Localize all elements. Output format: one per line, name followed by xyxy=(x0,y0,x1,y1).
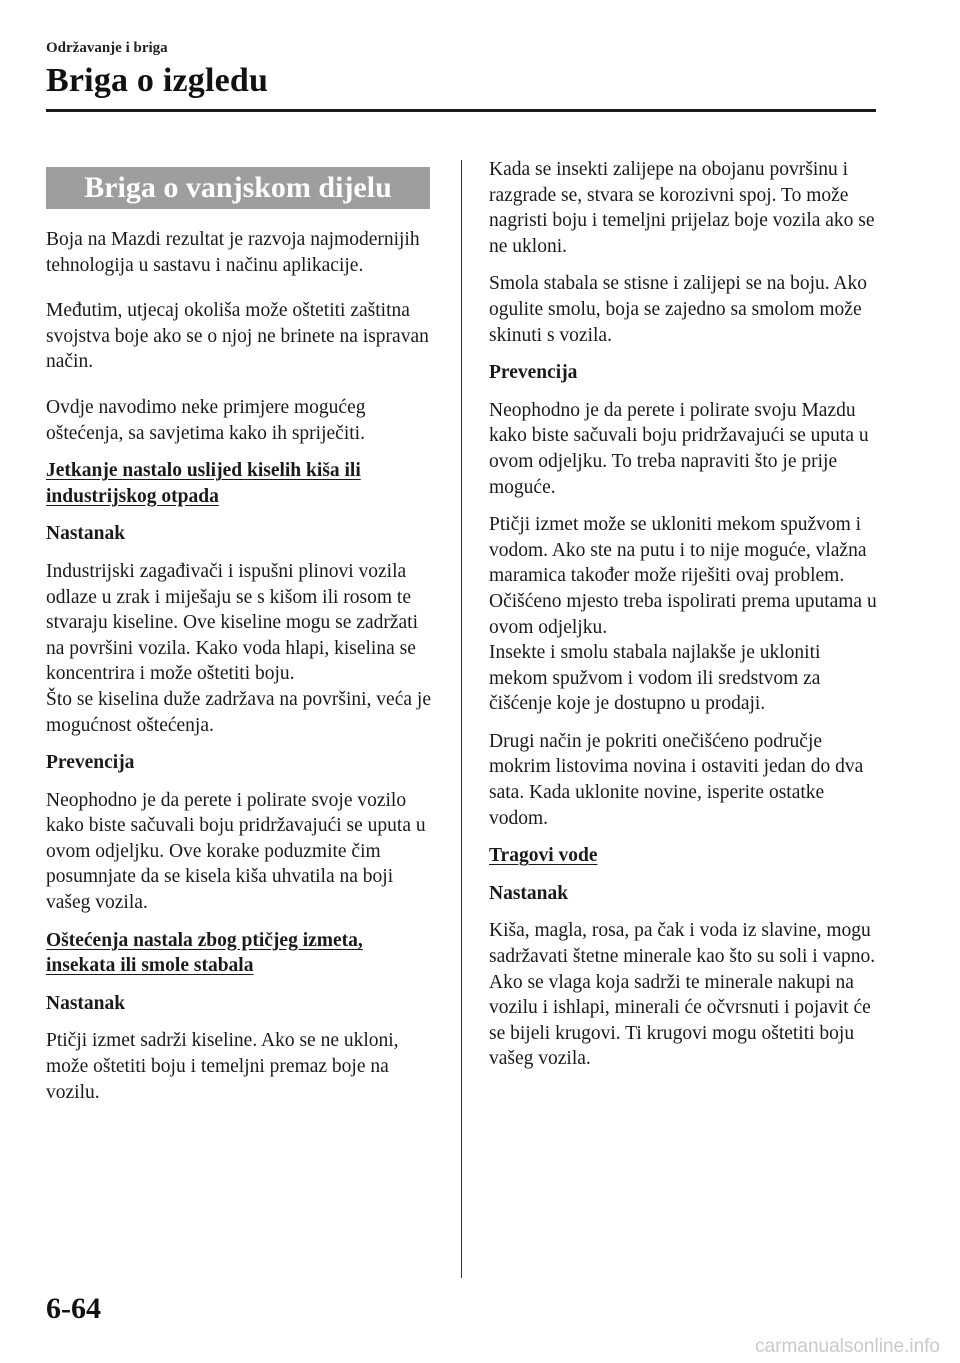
acid-rain-heading xyxy=(46,458,436,509)
body-paragraph: Ptičji izmet može se ukloniti mekom spužvom i vodom. Ako ste na putu i to nije moguće, vlažna maramica također može riješiti ovaj problem. Očišćeno mjesto treba ispolirati prema uputama u ovom odjeljku. xyxy=(489,514,877,638)
header-divider xyxy=(46,109,876,112)
prevention-heading: Prevencija xyxy=(489,362,578,384)
body-paragraph: Kiša, magla, rosa, pa čak i voda iz slavine, mogu sadržavati štetne minerale kao što su soli i vapno. Ako se vlaga koja sadrži te minerale nakupi na vozilu i ishlapi, minerali će očvrsnuti i pojavit će se bijeli krugovi. Ti krugovi mogu oštetiti boju vašeg vozila. xyxy=(489,920,876,1070)
body-paragraph: Što se kiselina duže zadržava na površini, veća je mogućnost oštećenja. xyxy=(46,688,431,736)
cause-heading: Nastanak xyxy=(46,992,126,1014)
intro-paragraph: Međutim, utjecaj okoliša može oštetiti zaštitna svojstva boje ako se o njoj ne brinete na ispravan način. xyxy=(46,300,429,373)
page-number: 6-64 xyxy=(46,1292,101,1325)
water-spots-heading: Tragovi vode xyxy=(489,845,598,867)
body-paragraph: Industrijski zagađivači i ispušni plinovi vozila odlaze u zrak i miješaju se s kišom ili rosom te stvaraju kiseline. Ove kiseline mogu se zadržati na površini vozila. Kako voda hlapi, kiselina se koncentrira i može oštetiti boju. xyxy=(46,560,419,685)
body-paragraph: Ptičji izmet sadrži kiseline. Ako se ne ukloni, može oštetiti boju i temeljni premaz boje na vozilu. xyxy=(46,1030,399,1103)
body-paragraph: Insekte i smolu stabala najlakše je ukloniti mekom spužvom i vodom ili sredstvom za čišćenje koje je dostupno u prodaji. xyxy=(489,642,821,715)
column-divider xyxy=(461,160,462,1278)
cause-heading: Nastanak xyxy=(46,523,126,545)
body-paragraph: Smola stabala se stisne i zalijepi se na boju. Ako ogulite smolu, boja se zajedno sa smolom može skinuti s vozila. xyxy=(489,273,868,346)
section-banner: Briga o vanjskom dijelu xyxy=(46,167,430,209)
body-paragraph: Drugi način je pokriti onečišćeno područje mokrim listovima novina i ostaviti jedan do dva sata. Kada uklonite novine, isperite ostatke vodom. xyxy=(489,730,864,829)
heading-line: Jetkanje nastalo uslijed kiselih kiša ili xyxy=(46,460,361,482)
chapter-label: Održavanje i briga xyxy=(46,40,168,56)
heading-line: Oštećenja nastala zbog ptičjeg izmeta, xyxy=(46,929,363,951)
body-paragraph: Neophodno je da perete i polirate svoje vozilo kako biste sačuvali boju pridržavajući se uputa u ovom odjeljku. Ove korake poduzmite čim posumnjate da se kisela kiša uhvatila na boji vašeg vozila. xyxy=(46,789,426,914)
intro-paragraph: Ovdje navodimo neke primjere mogućeg oštećenja, sa savjetima kako ih spriječiti. xyxy=(46,396,366,444)
watermark: carmanualsonline.info xyxy=(755,1336,940,1357)
page-title: Briga o izgledu xyxy=(46,62,269,99)
prevention-heading: Prevencija xyxy=(46,752,135,774)
cause-heading: Nastanak xyxy=(489,882,569,904)
body-paragraph: Neophodno je da perete i polirate svoju Mazdu kako biste sačuvali boju pridržavajući se uputa u ovom odjeljku. To treba napraviti što je prije moguće. xyxy=(489,399,869,498)
intro-paragraph: Boja na Mazdi rezultat je razvoja najmodernijih tehnologija u sastavu i načinu aplikacije. xyxy=(46,229,420,276)
left-column xyxy=(46,227,436,1117)
bird-droppings-heading xyxy=(46,928,436,979)
right-column xyxy=(489,157,879,1084)
heading-line: industrijskog otpada xyxy=(46,485,219,507)
heading-line: insekata ili smole stabala xyxy=(46,955,254,977)
body-paragraph: Kada se insekti zalijepe na obojanu površinu i razgrade se, stvara se korozivni spoj. To može nagristi boju i temeljni prijelaz boje vozila ako se ne ukloni. xyxy=(489,159,875,257)
